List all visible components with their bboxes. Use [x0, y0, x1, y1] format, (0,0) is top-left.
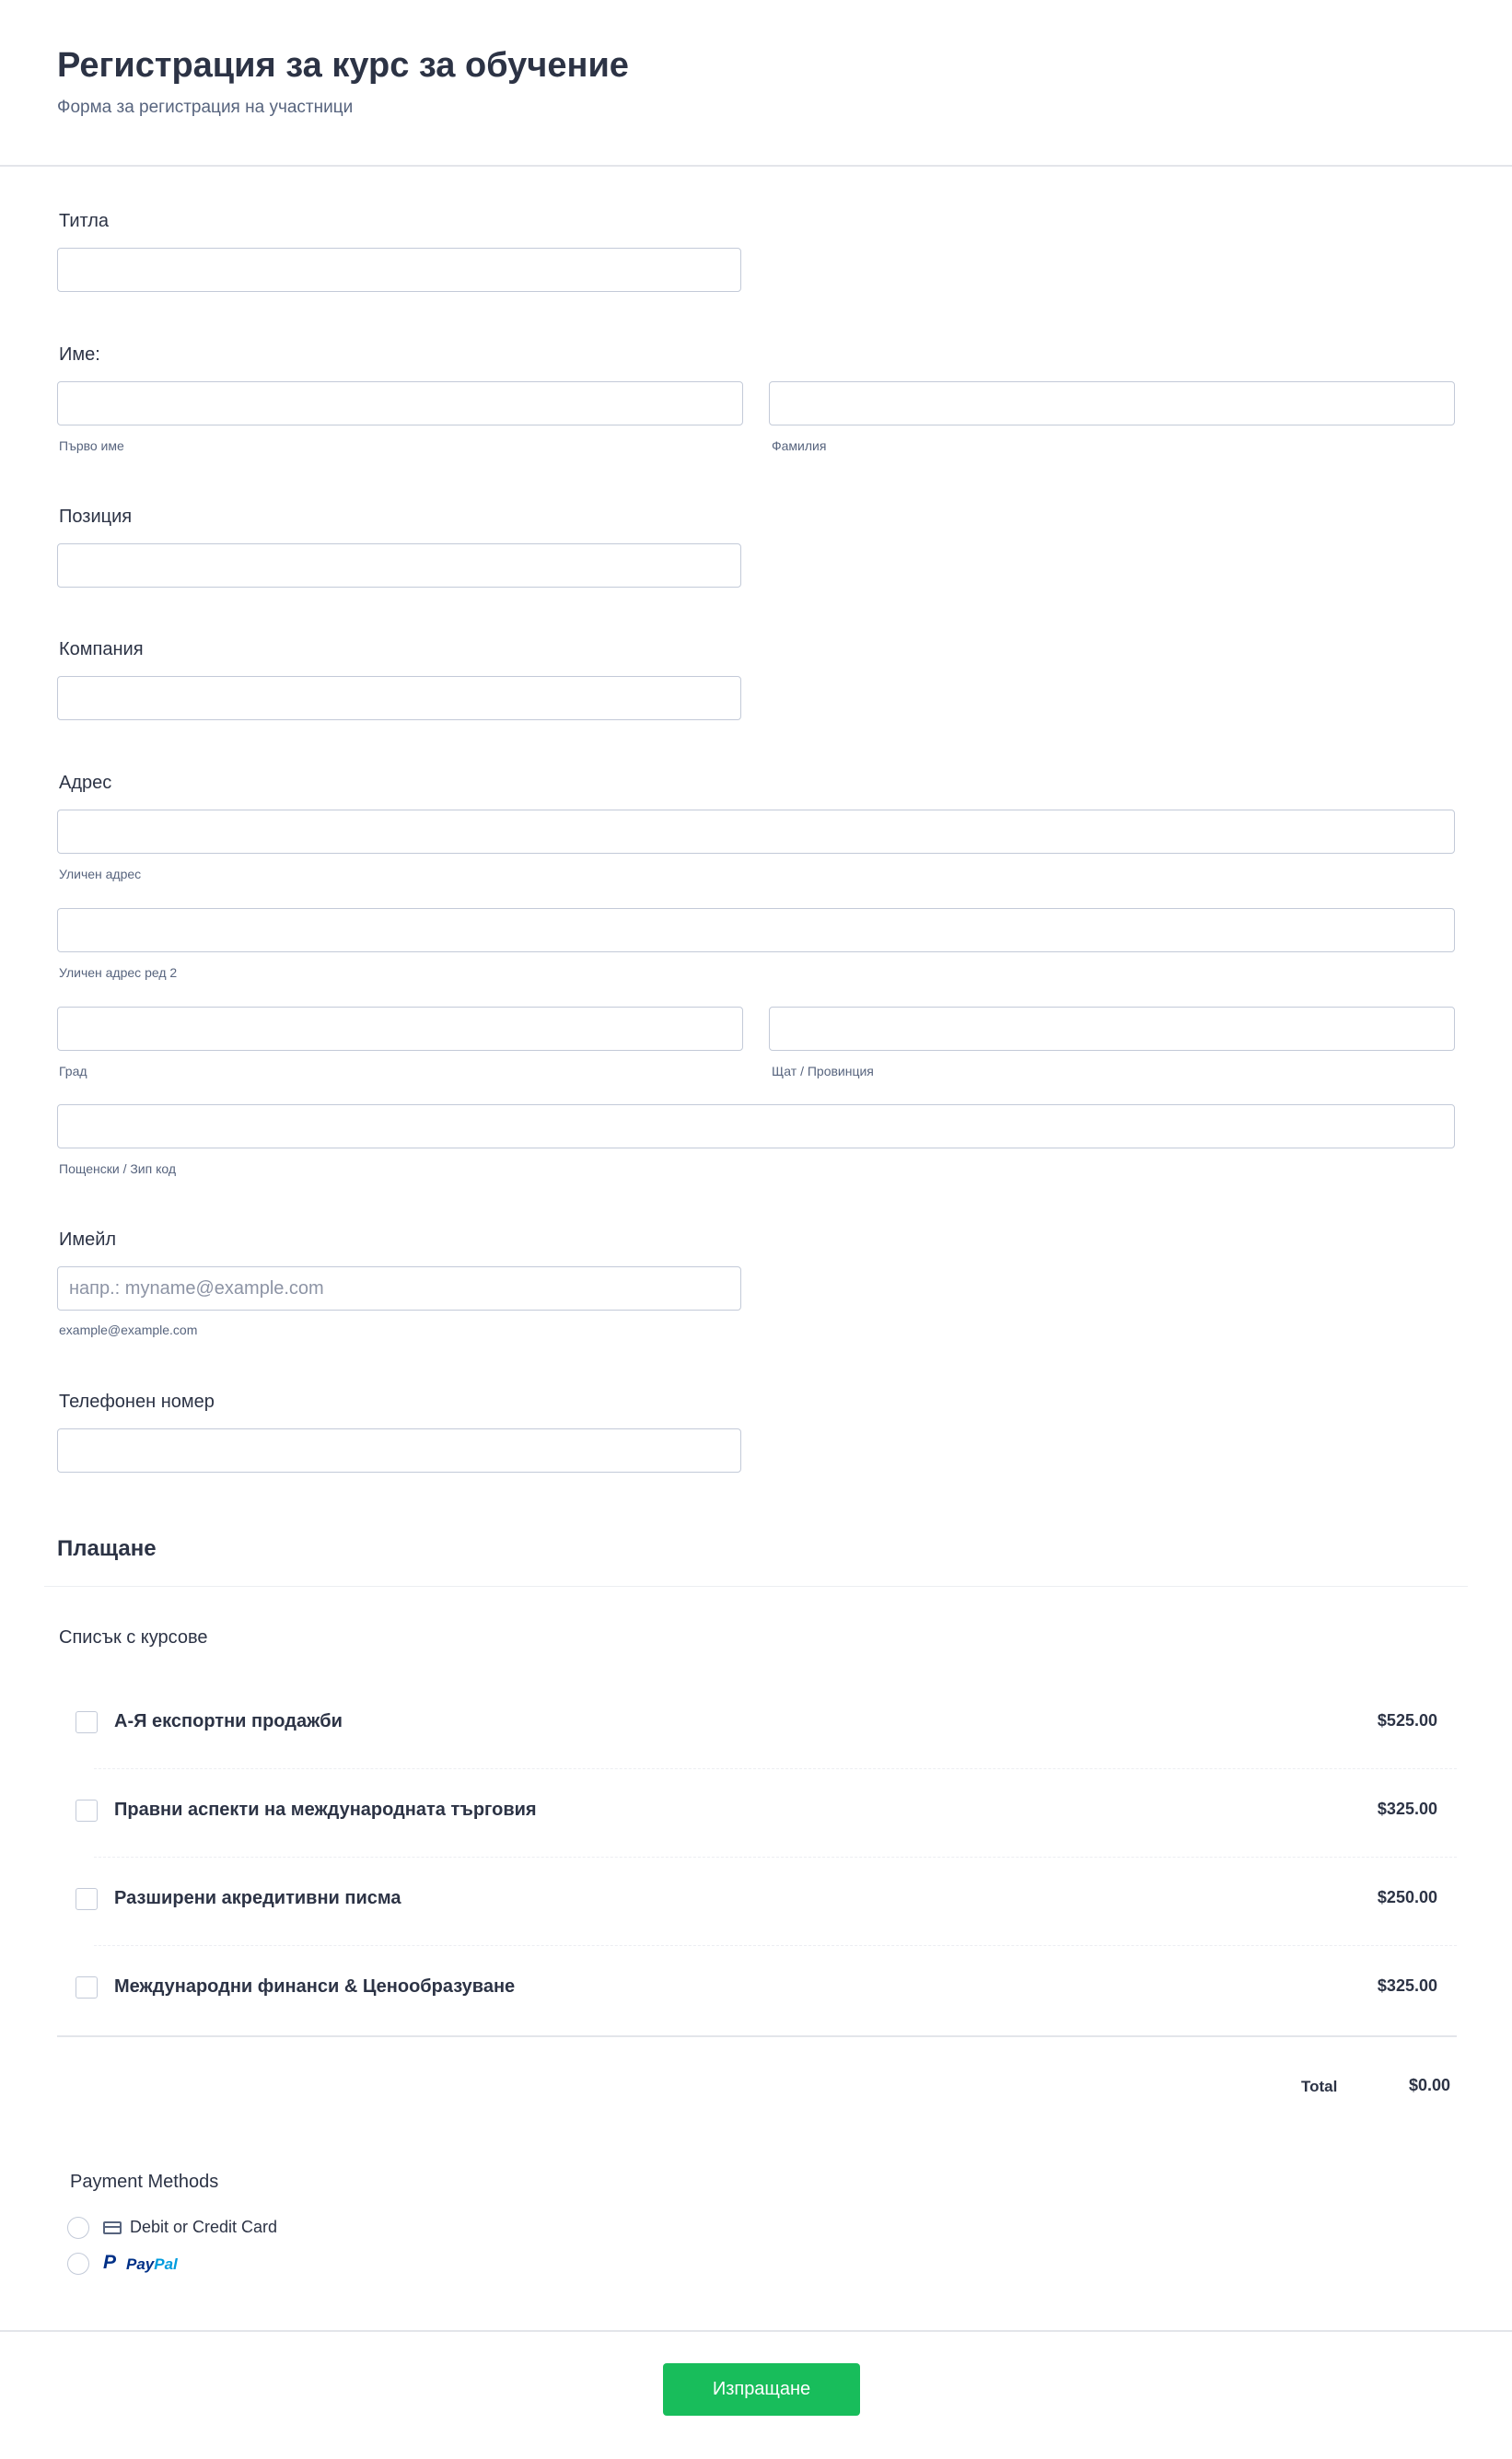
- product-price: $250.00: [1377, 1888, 1437, 1906]
- street-address-2-sublabel: Уличен адрес ред 2: [59, 965, 178, 980]
- street-address-input[interactable]: [57, 810, 1455, 854]
- total-label: Total: [1301, 2078, 1338, 2095]
- total-value: $0.00: [1409, 2076, 1451, 2094]
- product-price: $525.00: [1377, 1711, 1437, 1730]
- name-label: Име:: [59, 344, 100, 365]
- product-item[interactable]: [57, 1691, 1457, 1779]
- paypal-radio[interactable]: [67, 2253, 89, 2275]
- submit-button[interactable]: Изпращане: [663, 2363, 860, 2416]
- product-name: Правни аспекти на международната търговия: [114, 1800, 537, 1820]
- phone-input[interactable]: [57, 1428, 741, 1473]
- product-checkbox[interactable]: [76, 1976, 98, 1999]
- product-checkbox[interactable]: [76, 1888, 98, 1910]
- product-separator: [94, 1768, 1457, 1769]
- product-separator: [94, 1945, 1457, 1946]
- phone-label: Телефонен номер: [59, 1392, 215, 1412]
- street-address-2-input[interactable]: [57, 908, 1455, 952]
- state-input[interactable]: [769, 1007, 1455, 1051]
- position-label: Позиция: [59, 507, 133, 527]
- zip-input[interactable]: [57, 1104, 1455, 1148]
- payment-methods-label: Payment Methods: [70, 2172, 219, 2192]
- zip-sublabel: Пощенски / Зип код: [59, 1161, 177, 1176]
- product-checkbox[interactable]: [76, 1800, 98, 1822]
- street-address-sublabel: Уличен адрес: [59, 867, 142, 881]
- first-name-sublabel: Първо име: [59, 438, 124, 453]
- email-sublabel: example@example.com: [59, 1323, 198, 1337]
- last-name-sublabel: Фамилия: [772, 438, 827, 453]
- state-sublabel: Щат / Провинция: [772, 1064, 874, 1078]
- city-sublabel: Град: [59, 1064, 87, 1078]
- card-radio[interactable]: [67, 2217, 89, 2239]
- product-item[interactable]: [57, 1956, 1457, 2045]
- last-name-input[interactable]: [769, 381, 1455, 425]
- form-header: [0, 0, 1512, 167]
- first-name-input[interactable]: [57, 381, 743, 425]
- product-name: Международни финанси & Ценообразуване: [114, 1976, 516, 1997]
- form-subtitle: Форма за регистрация на участници: [57, 98, 354, 117]
- product-item[interactable]: [57, 1779, 1457, 1868]
- product-price: $325.00: [1377, 1976, 1437, 1995]
- product-separator: [94, 1857, 1457, 1858]
- footer-divider: [0, 2330, 1512, 2332]
- position-input[interactable]: [57, 543, 741, 588]
- form-title: Регистрация за курс за обучение: [57, 46, 629, 85]
- title-input[interactable]: [57, 248, 741, 292]
- paypal-icon: P: [103, 2252, 117, 2273]
- city-input[interactable]: [57, 1007, 743, 1051]
- credit-card-icon: [103, 2221, 122, 2234]
- product-item[interactable]: [57, 1868, 1457, 1956]
- total-divider: [57, 2035, 1457, 2037]
- card-option-label[interactable]: Debit or Credit Card: [130, 2218, 278, 2236]
- paypal-logo-pal: Pal: [154, 2255, 178, 2273]
- title-label: Титла: [59, 211, 110, 231]
- product-name: Разширени акредитивни писма: [114, 1888, 401, 1908]
- product-price: $325.00: [1377, 1800, 1437, 1818]
- payment-heading: Плащане: [57, 1536, 157, 1561]
- company-label: Компания: [59, 639, 144, 659]
- email-label: Имейл: [59, 1230, 117, 1250]
- product-checkbox[interactable]: [76, 1711, 98, 1733]
- payment-divider: [44, 1586, 1468, 1587]
- product-name: А-Я експортни продажби: [114, 1711, 343, 1731]
- paypal-logo[interactable]: [126, 2255, 178, 2274]
- course-list-label: Списък с курсове: [59, 1627, 208, 1648]
- company-input[interactable]: [57, 676, 741, 720]
- email-input[interactable]: [57, 1266, 741, 1311]
- address-label: Адрес: [59, 773, 112, 793]
- paypal-logo-pay: Pay: [126, 2255, 155, 2273]
